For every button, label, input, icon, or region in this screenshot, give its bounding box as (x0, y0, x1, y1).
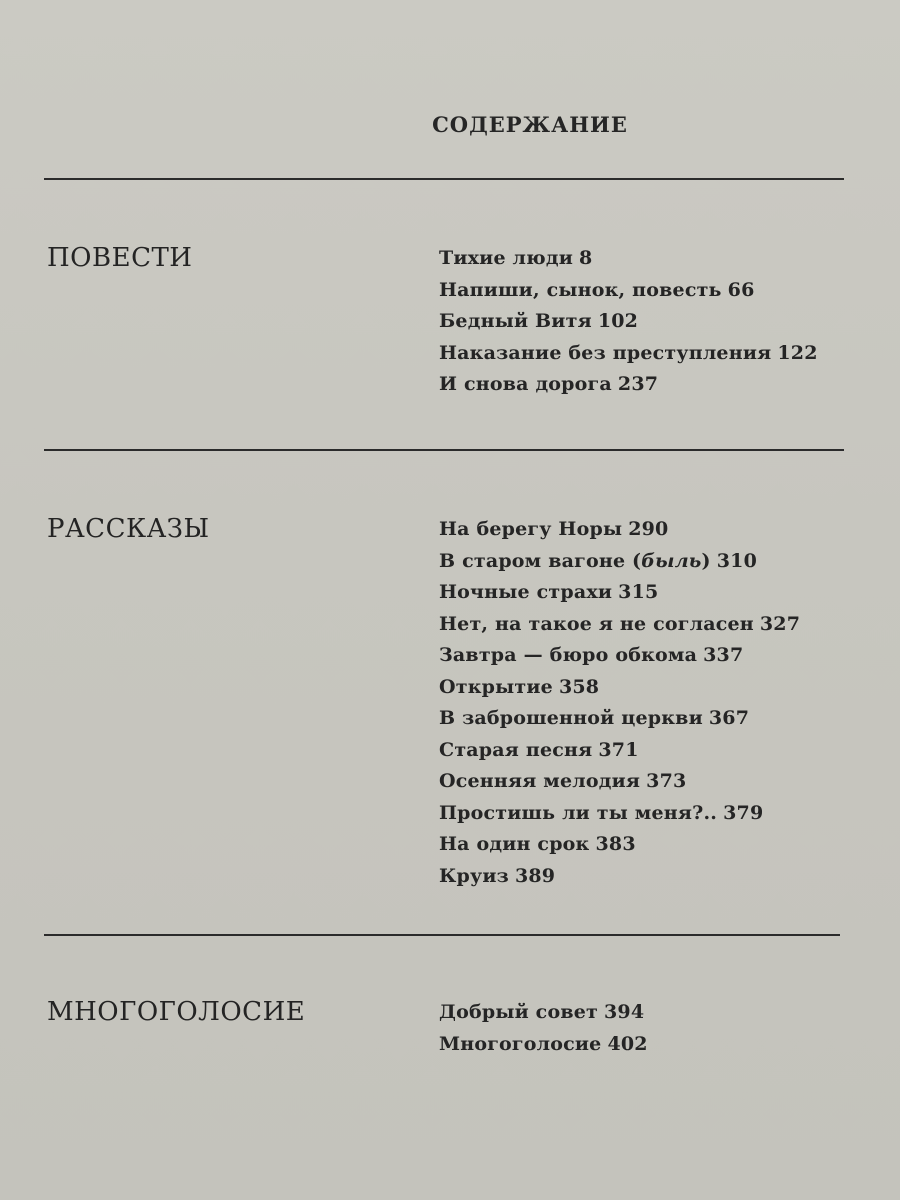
divider-rule (44, 178, 844, 180)
page-number: 373 (646, 770, 687, 792)
entry-title: Нет, на такое я не согласен (439, 612, 754, 635)
entry-title: Напиши, сынок, повесть (439, 278, 722, 301)
page-number: 389 (514, 864, 556, 887)
entry-title: В заброшенной церкви (439, 707, 703, 729)
divider-rule (44, 934, 840, 936)
entry-note: быль (641, 549, 702, 572)
entry-title: Добрый совет (439, 1001, 598, 1023)
page-number: 337 (703, 644, 744, 666)
page-number: 383 (595, 833, 636, 855)
toc-entry (439, 609, 800, 641)
page-number: 310 (716, 549, 757, 572)
entry-title: Осенняя мелодия (439, 770, 641, 792)
entry-title: Простишь ли ты меня?.. (439, 801, 718, 824)
toc-entry (439, 861, 800, 893)
toc-entry (439, 672, 800, 704)
entry-title: Завтра — бюро обкома (439, 644, 698, 666)
section-title-povesti: ПОВЕСТИ (47, 243, 193, 273)
entry-title: Бедный Витя (439, 310, 592, 332)
entry-title: И снова дорога (439, 373, 612, 395)
toc-list-mnogogolosie (439, 997, 648, 1060)
entry-title: На один срок (439, 833, 590, 855)
entry-title: Открытие (439, 675, 553, 698)
page-number: 8 (579, 247, 593, 269)
page-number: 237 (617, 373, 659, 395)
page-number: 379 (723, 801, 764, 824)
toc-entry (439, 514, 800, 546)
entry-title: Многоголосие (439, 1032, 602, 1055)
section-title-mnogogolosie: МНОГОГОЛОСИЕ (47, 997, 306, 1027)
entry-title: Старая песня (439, 738, 593, 761)
page-number: 102 (597, 310, 639, 332)
page-number: 122 (777, 341, 818, 364)
page-number: 358 (558, 675, 600, 698)
toc-entry (439, 577, 800, 609)
toc-entry (439, 275, 818, 307)
toc-entry (439, 703, 800, 735)
entry-title-end: ) (701, 549, 711, 572)
page-title: СОДЕРЖАНИЕ (432, 112, 628, 137)
entry-title: Тихие люди (439, 247, 573, 269)
page-number: 402 (607, 1032, 648, 1055)
toc-list-povesti (439, 243, 818, 401)
toc-list-rasskazy (439, 514, 800, 892)
toc-entry (439, 306, 818, 338)
section-title-rasskazy: РАССКАЗЫ (47, 514, 210, 544)
page-number: 394 (603, 1001, 645, 1023)
toc-entry (439, 338, 818, 370)
toc-entry (439, 735, 800, 767)
toc-entry (439, 243, 818, 275)
toc-entry (439, 798, 800, 830)
toc-entry (439, 997, 648, 1029)
page-number: 327 (759, 612, 801, 635)
entry-title: Круиз (439, 864, 509, 887)
toc-entry (439, 1029, 648, 1061)
toc-entry (439, 640, 800, 672)
toc-entry (439, 369, 818, 401)
divider-rule (44, 449, 844, 451)
entry-title: В старом вагоне ( (439, 549, 642, 572)
toc-entry (439, 546, 800, 578)
entry-title: На берегу Норы (439, 518, 623, 540)
entry-title: Наказание без преступления (439, 341, 772, 364)
page-number: 315 (618, 581, 659, 603)
page-number: 290 (628, 518, 669, 540)
page-number: 66 (727, 278, 755, 301)
entry-title: Ночные страхи (439, 581, 613, 603)
page-number: 371 (598, 738, 639, 761)
page-number: 367 (708, 707, 750, 729)
toc-entry (439, 829, 800, 861)
toc-entry (439, 766, 800, 798)
